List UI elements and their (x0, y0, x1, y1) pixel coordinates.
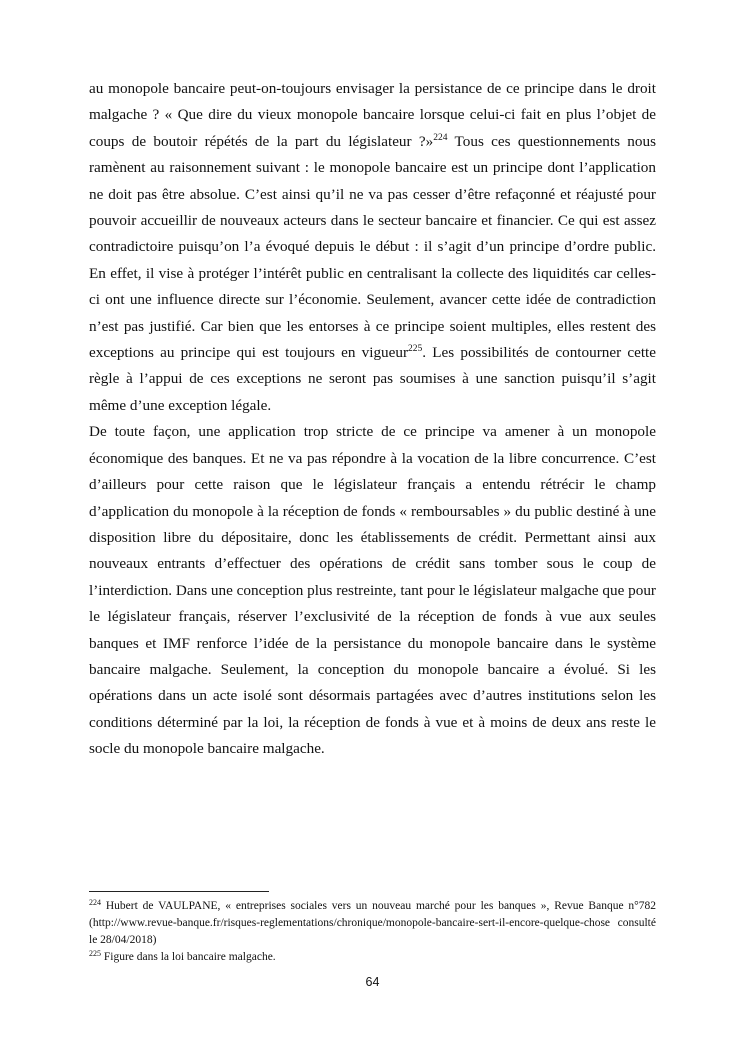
footnote-225 (89, 949, 656, 966)
page-number: 64 (365, 975, 380, 989)
footnote-ref-225: 225 (408, 344, 423, 355)
footnote-224 (89, 898, 656, 949)
footnotes (89, 898, 656, 966)
paragraph-1-part-1: au monopole bancaire peut-on-toujours envisager la persistance de ce principe dans le droit malgache ? « Que dire du vieux monopole bancaire lorsque celui-ci fait en plus l’objet de coups de boutoir répétés de la part du législateur ?» (89, 80, 656, 150)
footnote-ref-224: 224 (433, 132, 448, 143)
footnote-number: 225 (89, 949, 101, 958)
paragraph-1-part-2: Tous ces questionnements nous ramènent au raisonnement suivant : le monopole bancaire est un principe dont l’application ne doit pas être absolue. C’est ainsi qu’il ne va pas cesser d’être refaçonné et réajusté pour pouvoir accueillir de nouveaux acteurs dans le secteur bancaire et financier. Ce qui est assez contradictoire puisqu’on l’a évoqué depuis le début : il s’agit d’un principe d’ordre public. En effet, il vise à protéger l’intérêt public en centralisant la collecte des liquidités car celles-ci ont une influence directe sur l’économie. Seulement, avancer cette idée de contradiction n’est pas justifié. Car bien que les entorses à ce principe soient multiples, elles restent des exceptions au principe qui est toujours en vigueur (89, 132, 656, 362)
footnote-separator (89, 891, 269, 892)
footnote-text: Hubert de VAULPANE, « entreprises sociales vers un nouveau marché pour les banques », Revue Banque n°782 (http://www.revue-banque.fr/risques-reglementations/chronique/monopole-bancaire-sert-il-encore-quelque-chose consulté le 28/04/2018) (89, 900, 656, 946)
paragraph-1-part-3: . Les possibilités de contourner cette règle à l’appui de ces exceptions ne seront pas soumises à une sanction puisqu’il s’agit même d’une exception légale. (89, 344, 656, 414)
footnote-number: 224 (89, 898, 101, 907)
footnote-text: Figure dans la loi bancaire malgache. (101, 951, 276, 963)
paragraph-1 (89, 76, 656, 419)
paragraph-2: De toute façon, une application trop stricte de ce principe va amener à un monopole économique des banques. Et ne va pas répondre à la vocation de la libre concurrence. C’est d’ailleurs pour cette raison que le législateur français a entendu rétrécir le champ d’application du monopole à la réception de fonds « remboursables » du public destiné à une disposition libre du dépositaire, donc les établissements de crédit. Permettant ainsi aux nouveaux entrants d’effectuer des opérations de crédit sans tomber sous le coup de l’interdiction. Dans une conception plus restreinte, tant pour le législateur malgache que pour le législateur français, réserver l’exclusivité de la réception de fonds à vue aux seules banques et IMF renforce l’idée de la persistance du monopole bancaire dans le système bancaire malgache. Seulement, la conception du monopole bancaire a évolué. Si les opérations dans un acte isolé sont désormais partagées avec d’autres institutions selon les conditions déterminé par la loi, la réception de fonds à vue et à moins de deux ans reste le socle du monopole bancaire malgache. (89, 423, 656, 758)
body-text (89, 76, 656, 763)
